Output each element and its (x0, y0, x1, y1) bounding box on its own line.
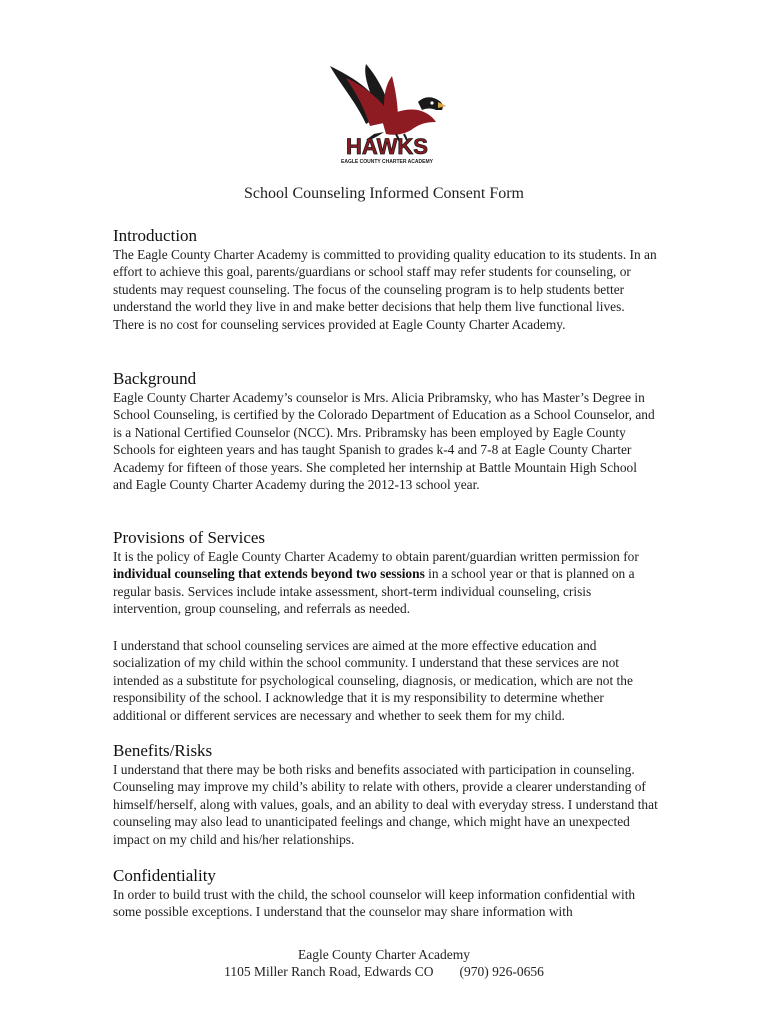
introduction-heading: Introduction (113, 226, 198, 245)
provisions-body (113, 548, 658, 618)
benefits-heading: Benefits/Risks (113, 741, 213, 760)
background-heading: Background (113, 369, 197, 388)
acknowledgement-body: I understand that school counseling services are aimed at the more effective education and socialization of my child within the school community. I understand that these services are not intended as a substitute for psychological counseling, diagnosis, or medication, which are not the responsibility of the school. I acknowledge that it is my responsibility to determine whether additional or different services are necessary and whether to seek them for my child. (113, 638, 633, 723)
document-title: School Counseling Informed Consent Form (244, 185, 524, 202)
footer-contact (0, 963, 768, 980)
benefits-body: I understand that there may be both risks and benefits associated with participation in counseling. Counseling may improve my child’s ability to relate with others, provide a clearer understanding of himself/herself, along with values, goals, and an ability to deal with everyday stress. I understand that counseling may also lead to unanticipated feelings and change, which might have an unexpected impact on my child and his/her relationships. (113, 762, 658, 847)
section-benefits-risks (113, 741, 658, 848)
section-provisions (113, 528, 658, 618)
provisions-heading: Provisions of Services (113, 528, 266, 547)
logo-subtitle: EAGLE COUNTY CHARTER ACADEMY (341, 159, 433, 165)
section-confidentiality (113, 866, 658, 921)
section-acknowledgement (113, 637, 658, 724)
footer-address: 1105 Miller Ranch Road, Edwards CO (224, 964, 434, 979)
provisions-body-before: It is the policy of Eagle County Charter Academy to obtain parent/guardian written permission for (113, 549, 639, 564)
background-body: Eagle County Charter Academy’s counselor is Mrs. Alicia Pribramsky, who has Master’s Degree in School Counseling, is certified by the Colorado Department of Education as a School Counselor, and is a National Certified Counselor (NCC). Mrs. Pribramsky has been employed by Eagle County Schools for eighteen years and has taught Spanish to grades k-4 and 7-8 at Eagle County Charter Academy for fifteen of those years. She completed her internship at Battle Mountain High School and Eagle County Charter Academy during the 2012-13 school year. (113, 390, 655, 493)
confidentiality-body: In order to build trust with the child, the school counselor will keep information confidential with some possible exceptions. I understand that the counselor may share information with (113, 887, 636, 920)
hawk-mascot-icon (326, 62, 448, 166)
provisions-body-bold: individual counseling that extends beyond two sessions (113, 566, 425, 582)
footer-org: Eagle County Charter Academy (297, 947, 471, 962)
logo-wordmark: HAWKS (346, 134, 428, 159)
section-introduction (113, 226, 658, 333)
provisions-body-after: in a school year or that is planned on a regular basis. Services include intake assessment, short-term individual counseling, crisis intervention, group counseling, and referrals as needed. (113, 566, 635, 617)
footer-phone: (970) 926-0656 (459, 964, 544, 979)
confidentiality-heading: Confidentiality (113, 866, 216, 885)
page-footer (0, 946, 768, 980)
hawks-logo (326, 62, 448, 166)
introduction-body: The Eagle County Charter Academy is committed to providing quality education to its students. In an effort to achieve this goal, parents/guardians or school staff may refer students for counseling, or students may request counseling. The focus of the counseling program is to help students better understand the world they live in and make better decisions that help them live functional lives. There is no cost for counseling services provided at Eagle County Charter Academy. (113, 247, 657, 332)
section-background (113, 369, 658, 493)
